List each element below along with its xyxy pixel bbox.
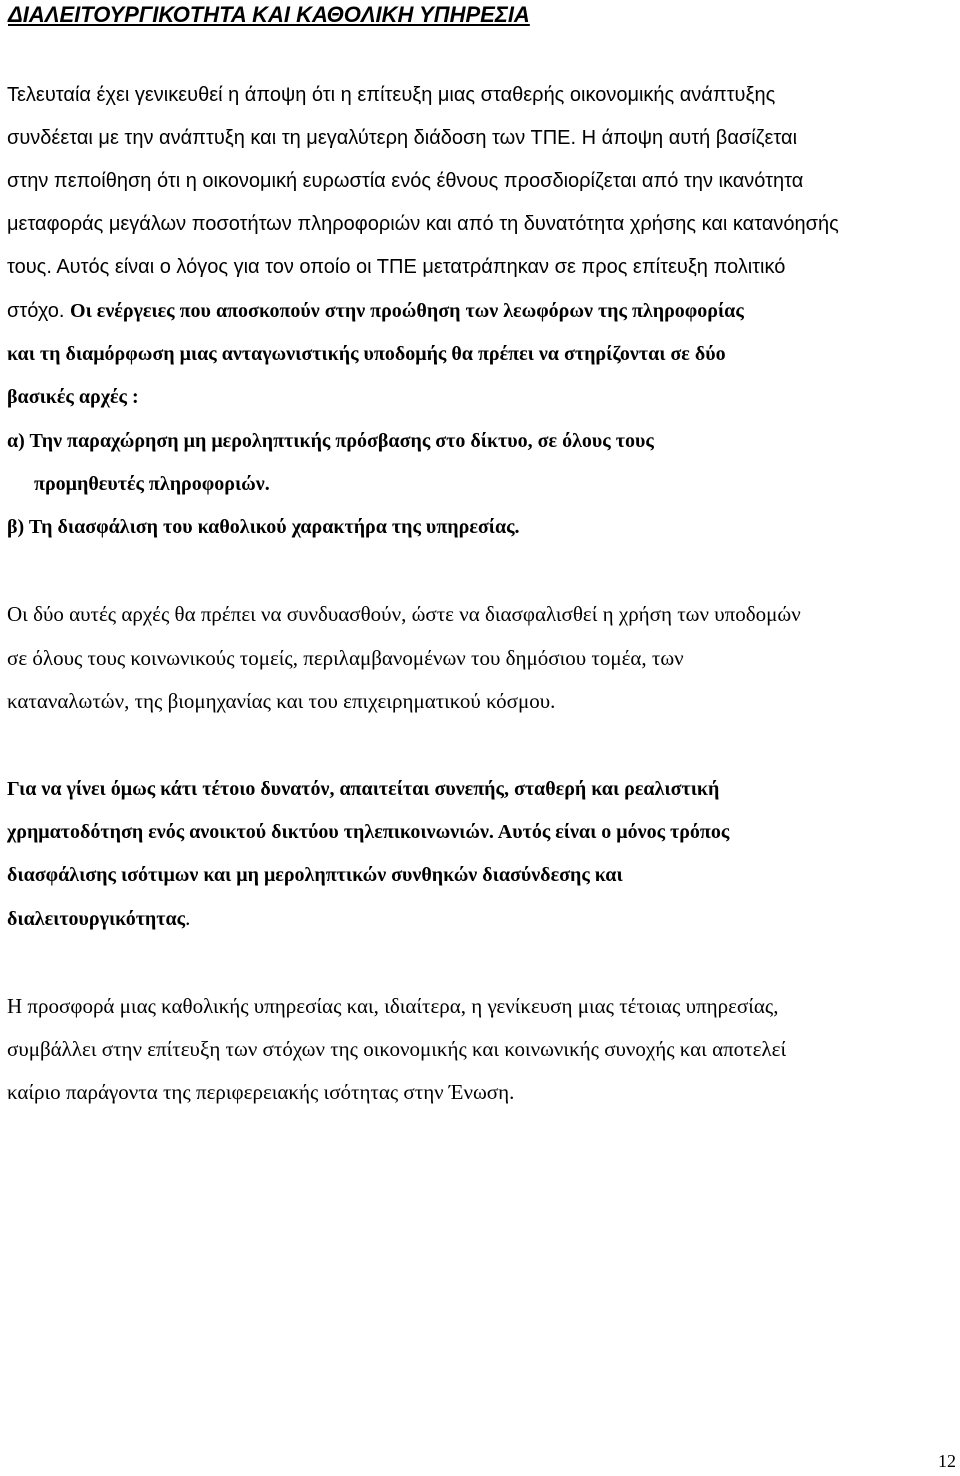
paragraph-1-line-5: τους. Αυτός είναι ο λόγος για τον οποίο οι ΤΠΕ μετατράπηκαν σε προς επίτευξη πολιτικό xyxy=(7,256,786,278)
paragraph-3-line-1: Για να γίνει όμως κάτι τέτοιο δυνατόν, απαιτείται συνεπής, σταθερή και ρεαλιστική xyxy=(7,778,720,800)
section-heading: ΔΙΑΛΕΙΤΟΥΡΓΙΚΟΤΗΤΑ ΚΑΙ ΚΑΘΟΛΙΚΗ ΥΠΗΡΕΣΙΑ xyxy=(8,2,530,27)
page-number: 12 xyxy=(938,1451,956,1471)
paragraph-1-line-1: Τελευταία έχει γενικευθεί η άποψη ότι η επίτευξη μιας σταθερής οικονομικής ανάπτυξης xyxy=(7,84,776,106)
paragraph-3-line-2: χρηματοδότηση ενός ανοικτού δικτύου τηλεπικοινωνιών. Αυτός είναι ο μόνος τρόπος xyxy=(7,821,730,843)
paragraph-3-line-4-end: . xyxy=(185,906,191,930)
paragraph-1-line-6-normal: στόχο. xyxy=(7,300,71,322)
paragraph-3-line-3: διασφάλισης ισότιμων και μη μεροληπτικών συνθηκών διασύνδεσης και xyxy=(7,864,623,886)
paragraph-1-line-3: στην πεποίθηση ότι η οικονομική ευρωστία ενός έθνους προσδιορίζεται από την ικανότητα xyxy=(7,170,804,192)
paragraph-3-line-4 xyxy=(7,905,190,932)
paragraph-1-line-4: μεταφοράς μεγάλων ποσοτήτων πληροφοριών και από τη δυνατότητα χρήσης και κατανόησής xyxy=(7,213,839,235)
paragraph-1-line-6 xyxy=(7,298,744,324)
list-item-a-line-2: προμηθευτές πληροφοριών. xyxy=(34,473,270,495)
paragraph-4-line-3: καίριο παράγοντα της περιφερειακής ισότητας στην Ένωση. xyxy=(7,1080,515,1104)
list-item-a-line-1: α) Την παραχώρηση μη μεροληπτικής πρόσβασης στο δίκτυο, σε όλους τους xyxy=(7,430,654,452)
paragraph-2-line-3: καταναλωτών, της βιομηχανίας και του επιχειρηματικού κόσμου. xyxy=(7,689,556,713)
paragraph-3-line-4-bold: διαλειτουργικότητας xyxy=(7,908,186,930)
paragraph-2-line-2: σε όλους τους κοινωνικούς τομείς, περιλαμβανομένων του δημόσιου τομέα, των xyxy=(7,646,684,670)
paragraph-1-line-2: συνδέεται με την ανάπτυξη και τη μεγαλύτερη διάδοση των ΤΠΕ. Η άποψη αυτή βασίζεται xyxy=(7,127,798,149)
paragraph-1-line-6-bold: Οι ενέργειες που αποσκοπούν στην προώθηση των λεωφόρων της πληροφορίας xyxy=(70,300,744,322)
list-item-b: β) Τη διασφάλιση του καθολικού χαρακτήρα της υπηρεσίας. xyxy=(7,516,520,538)
paragraph-1-line-8: βασικές αρχές : xyxy=(7,386,139,408)
paragraph-2-line-1: Οι δύο αυτές αρχές θα πρέπει να συνδυασθούν, ώστε να διασφαλισθεί η χρήση των υποδομών xyxy=(7,602,801,626)
paragraph-1-line-7: και τη διαμόρφωση μιας ανταγωνιστικής υποδομής θα πρέπει να στηρίζονται σε δύο xyxy=(7,343,726,365)
paragraph-4-line-1: Η προσφορά μιας καθολικής υπηρεσίας και, ιδιαίτερα, η γενίκευση μιας τέτοιας υπηρεσίας, xyxy=(7,994,779,1018)
paragraph-4-line-2: συμβάλλει στην επίτευξη των στόχων της οικονομικής και κοινωνικής συνοχής και αποτελεί xyxy=(7,1037,787,1061)
